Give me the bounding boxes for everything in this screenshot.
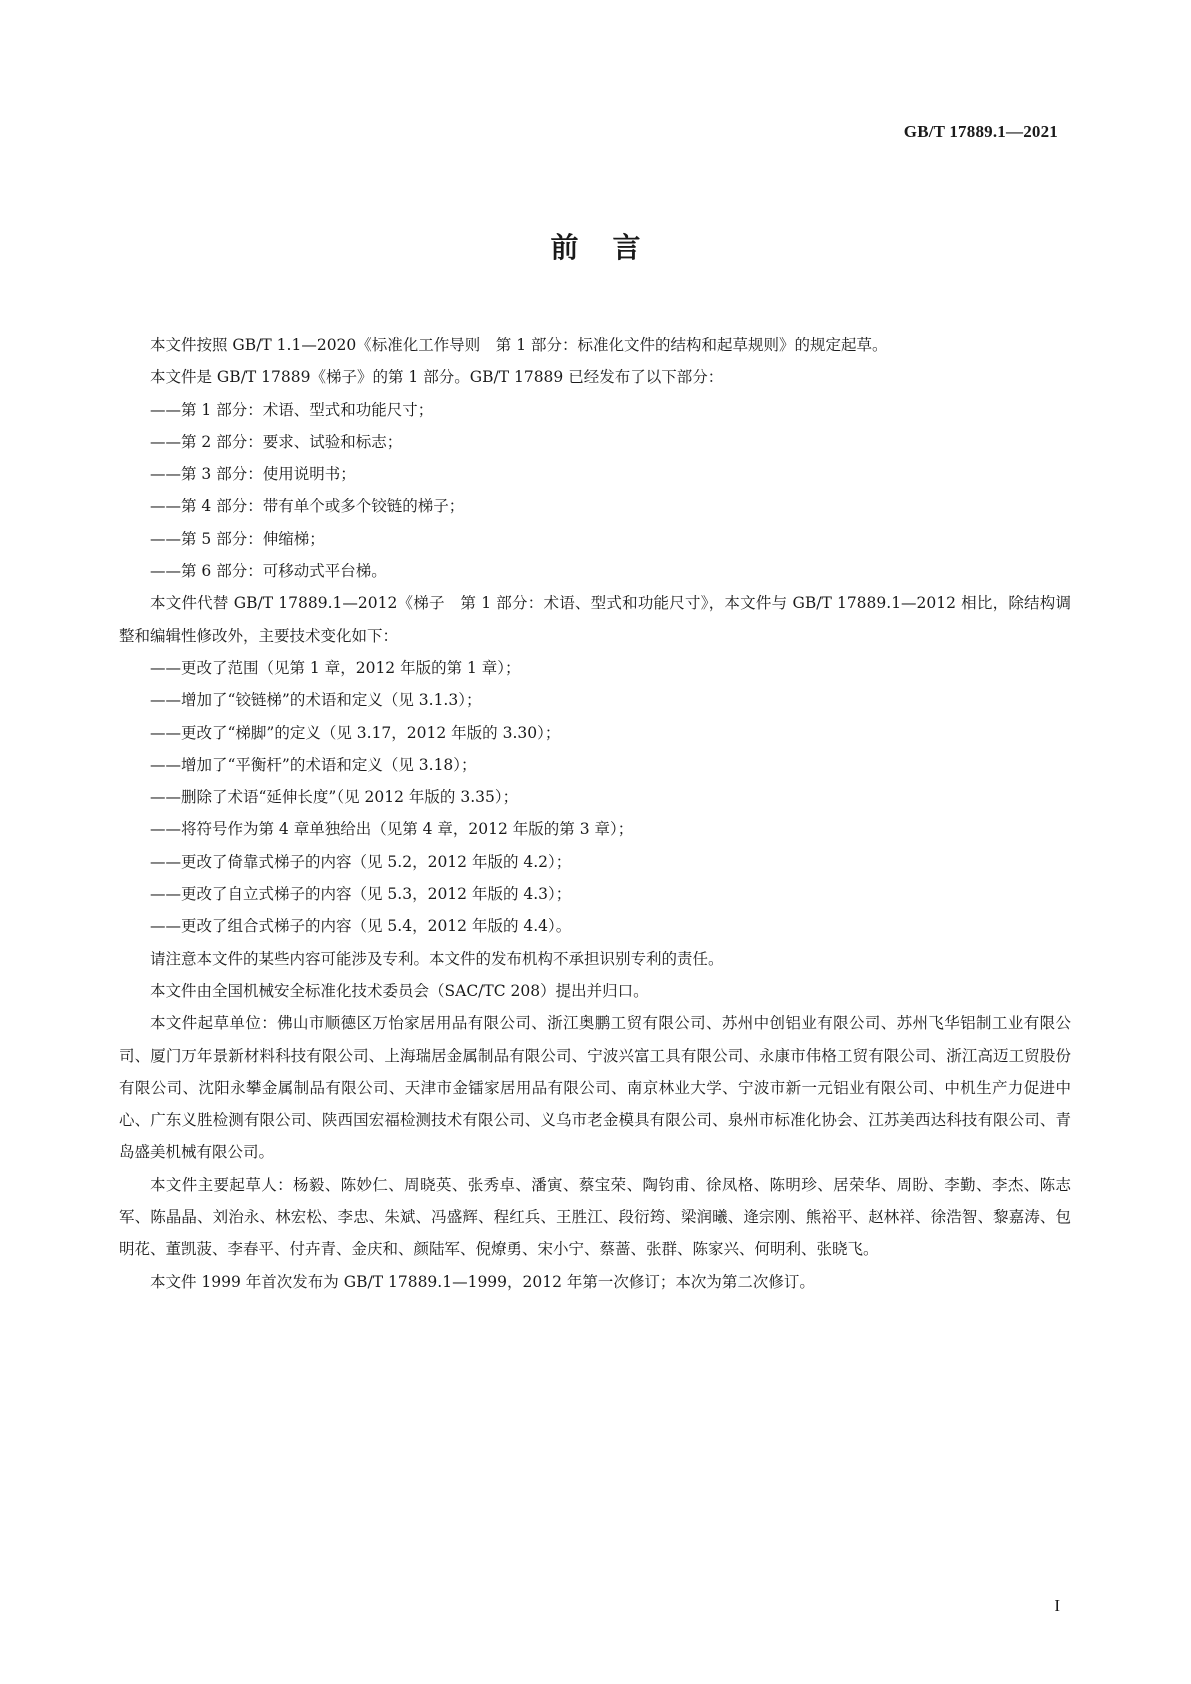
paragraph-replacement: 本文件代替 GB/T 17889.1—2012《梯子 第 1 部分：术语、型式和功能尺寸》，本文件与 GB/T 17889.1—2012 相比，除结构调整和编辑性修改外，主要技术变化如下： xyxy=(119,594,1071,645)
paragraph-drafting-units: 本文件起草单位：佛山市顺德区万怡家居用品有限公司、浙江奥鹏工贸有限公司、苏州中创铝业有限公司、苏州飞华铝制工业有限公司、厦门万年景新材料科技有限公司、上海瑞居金属制品有限公司、宁波兴富工具有限公司、永康市伟格工贸有限公司、浙江高迈工贸股份有限公司、沈阳永攀金属制品有限公司、天津市金镭家居用品有限公司、南京林业大学、宁波市新一元铝业有限公司、中机生产力促进中心、广东义胜检测有限公司、陕西国宏福检测技术有限公司、义乌市老金模具有限公司、泉州市标准化协会、江苏美西达科技有限公司、青岛盛美机械有限公司。 xyxy=(119,1014,1071,1162)
page-number: I xyxy=(1054,1596,1060,1615)
page-title: 前言 xyxy=(550,231,675,264)
list-item-part: ——第 6 部分：可移动式平台梯。 xyxy=(150,562,387,581)
list-item-change: ——增加了“平衡杆”的术语和定义（见 3.18）； xyxy=(150,755,477,774)
foreword-body xyxy=(119,329,1071,1298)
list-item-change: ——删除了术语“延伸长度”（见 2012 年版的 3.35）； xyxy=(150,788,519,807)
paragraph-drafting-rules: 本文件按照 GB/T 1.1—2020《标准化工作导则 第 1 部分：标准化文件的结构和起草规则》的规定起草。 xyxy=(150,336,888,354)
list-item-change: ——更改了“梯脚”的定义（见 3.17，2012 年版的 3.30）； xyxy=(150,723,561,742)
paragraph-history: 本文件 1999 年首次发布为 GB/T 17889.1—1999，2012 年第一次修订；本次为第二次修订。 xyxy=(150,1272,815,1291)
standard-code: GB/T 17889.1—2021 xyxy=(903,122,1058,141)
paragraph-drafters: 本文件主要起草人：杨毅、陈妙仁、周晓英、张秀卓、潘寅、蔡宝荣、陶钧甫、徐凤格、陈明珍、居荣华、周盼、李勤、李杰、陈志军、陈晶晶、刘治永、林宏松、李忠、朱斌、冯盛辉、程红兵、王胜江、段衍筠、梁润曦、逄宗刚、熊裕平、赵林祥、徐浩智、黎嘉涛、包明花、董凯菠、李春平、付卉青、金庆和、颜陆军、倪燎勇、宋小宁、蔡蔷、张群、陈家兴、何明利、张晓飞。 xyxy=(119,1175,1071,1259)
paragraph-committee: 本文件由全国机械安全标准化技术委员会（SAC/TC 208）提出并归口。 xyxy=(150,981,649,1000)
list-item-change: ——增加了“铰链梯”的术语和定义（见 3.1.3）； xyxy=(150,691,482,710)
list-item-change: ——将符号作为第 4 章单独给出（见第 4 章，2012 年版的第 3 章）； xyxy=(150,820,634,839)
list-item-change: ——更改了自立式梯子的内容（见 5.3，2012 年版的 4.3）； xyxy=(150,885,572,904)
list-item-part: ——第 1 部分：术语、型式和功能尺寸； xyxy=(150,400,434,419)
list-item-change: ——更改了范围（见第 1 章，2012 年版的第 1 章）； xyxy=(150,658,521,677)
paragraph-series-intro: 本文件是 GB/T 17889《梯子》的第 1 部分。GB/T 17889 已经发布了以下部分： xyxy=(150,368,724,387)
list-item-part: ——第 4 部分：带有单个或多个铰链的梯子； xyxy=(150,497,465,516)
list-item-change: ——更改了组合式梯子的内容（见 5.4，2012 年版的 4.4）。 xyxy=(150,917,572,936)
paragraph-patent-notice: 请注意本文件的某些内容可能涉及专利。本文件的发布机构不承担识别专利的责任。 xyxy=(150,949,724,968)
list-item-part: ——第 3 部分：使用说明书； xyxy=(150,465,356,484)
list-item-part: ——第 5 部分：伸缩梯； xyxy=(150,529,325,548)
list-item-part: ——第 2 部分：要求、试验和标志； xyxy=(150,432,403,451)
list-item-change: ——更改了倚靠式梯子的内容（见 5.2，2012 年版的 4.2）； xyxy=(150,852,572,871)
